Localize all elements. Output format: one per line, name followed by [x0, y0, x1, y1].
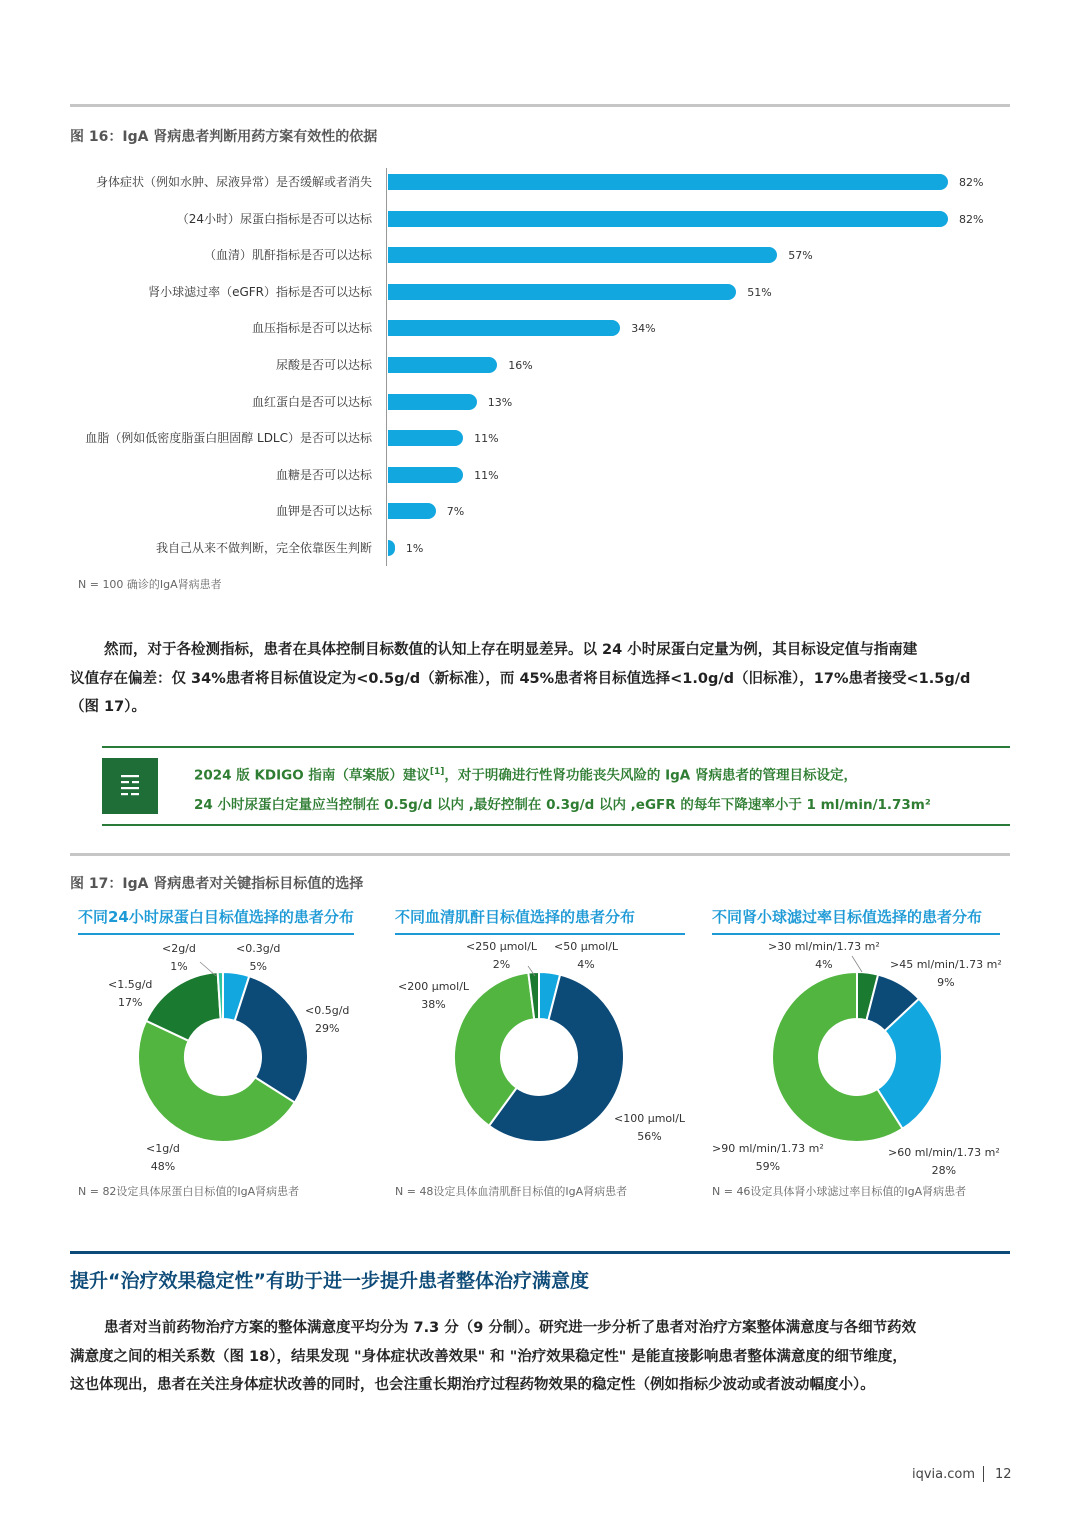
donut-3-label-60: >60 ml/min/1.73 m² 28% [888, 1146, 1000, 1177]
bar-category-label: （血清）肌酐指标是否可以达标 [203, 248, 372, 263]
donut-1-label-1g: <1g/d 48% [146, 1142, 180, 1173]
kdigo-callout [102, 746, 1010, 826]
bar [388, 467, 463, 483]
bar [388, 174, 948, 190]
donut-1-label-03g: <0.3g/d 5% [236, 942, 281, 973]
section-divider [70, 1251, 1010, 1254]
bar-value-label: 1% [405, 542, 424, 555]
bar [388, 284, 736, 300]
callout-text [194, 758, 931, 820]
donut-2-label-250: <250 μmol/L 2% [466, 940, 538, 971]
donut-1-sample-note: N = 82设定具体尿蛋白目标值的IgA肾病患者 [78, 1185, 300, 1198]
bar [388, 247, 777, 263]
donut-1-title: 不同24小时尿蛋白目标值选择的患者分布 [78, 906, 354, 935]
bar-category-label: 身体症状（例如水肿、尿液异常）是否缓解或者消失 [95, 175, 372, 189]
figure-17-title: 图 17：IgA 肾病患者对关键指标目标值的选择 [70, 876, 364, 892]
bar-category-label: 血脂（例如低密度脂蛋白胆固醇 LDLC）是否可以达标 [85, 431, 372, 446]
bar [388, 430, 463, 446]
callout-line-1-a: 2024 版 KDIGO 指南（草案版）建议 [194, 767, 430, 784]
page-number: 12 [995, 1467, 1012, 1482]
bar-value-label: 11% [474, 468, 499, 482]
bar-value-label: 57% [788, 249, 813, 263]
bar [388, 394, 477, 410]
bar [388, 357, 497, 373]
footer-separator [983, 1466, 984, 1482]
donut-chart-creatinine [444, 962, 634, 1152]
bar-value-label: 16% [508, 359, 533, 372]
bar-category-label: 尿酸是否可以达标 [275, 358, 372, 372]
donut-1-label-05g: <0.5g/d 29% [305, 1004, 350, 1035]
paragraph-1-line-2: 议值存在偏差：仅 34%患者将目标值设定为<0.5g/d（新标准），而 45%患者将目标值选择<1.0g/d（旧标准），17%患者接受<1.5g/d [70, 670, 971, 687]
bar-category-label: 血红蛋白是否可以达标 [251, 394, 372, 409]
donut-3-sample-note: N = 46设定具体肾小球滤过率目标值的IgA肾病患者 [712, 1185, 967, 1198]
figure-16-title: 图 16：IgA 肾病患者判断用药方案有效性的依据 [70, 129, 378, 145]
donut-2-label-200: <200 μmol/L 38% [398, 980, 470, 1011]
bar-value-label: 11% [474, 432, 499, 446]
bar-category-label: 血糖是否可以达标 [275, 467, 372, 482]
donut-3-title: 不同肾小球滤过率目标值选择的患者分布 [712, 906, 1000, 935]
footer-site-link[interactable]: iqvia.com [912, 1467, 976, 1482]
paragraph-2-line-1: 患者对当前药物治疗方案的整体满意度平均分为 7.3 分（9 分制）。研究进一步分析了患者对治疗方案整体满意度与各细节药效 [104, 1320, 917, 1336]
top-divider [70, 104, 1010, 107]
bar-category-label: （24小时）尿蛋白指标是否可以达标 [176, 211, 372, 226]
donut-3-label-90: >90 ml/min/1.73 m² 59% [712, 1142, 824, 1173]
donut-3-label-45: >45 ml/min/1.73 m² 9% [890, 958, 1002, 989]
callout-line-1 [194, 758, 931, 791]
figure-16-sample-note: N = 100 确诊的IgA肾病患者 [78, 578, 222, 591]
donut-2-label-50: <50 μmol/L 4% [554, 940, 619, 971]
paragraph-1 [70, 636, 1010, 722]
bar-value-label: 82% [959, 176, 984, 189]
list-icon [102, 758, 158, 814]
bar-value-label: 13% [487, 395, 513, 409]
bar [388, 503, 436, 519]
bar-value-label: 51% [747, 285, 772, 299]
bar-chart-axis [386, 168, 387, 566]
donut-1-label-15g: <1.5g/d 17% [108, 978, 153, 1009]
bar-value-label: 7% [446, 505, 465, 519]
callout-line-1-b: ，对于明确进行性肾功能丧失风险的 IgA 肾病患者的管理目标设定， [444, 767, 857, 784]
bar-category-label: 血钾是否可以达标 [275, 504, 372, 519]
callout-reference-link[interactable]: [1] [429, 767, 445, 777]
bar-category-label: 血压指标是否可以达标 [251, 321, 372, 336]
paragraph-2-line-2: 满意度之间的相关系数（图 18），结果发现 "身体症状改善效果" 和 "治疗效果稳定性" 是能直接影响患者整体满意度的细节维度， [70, 1348, 907, 1365]
donut-chart-urine-protein [128, 962, 318, 1152]
bar [388, 540, 395, 556]
section-title: 提升“治疗效果稳定性”有助于进一步提升患者整体治疗满意度 [70, 1270, 589, 1292]
figure-17-divider [70, 853, 1010, 856]
donut-2-title: 不同血清肌酐目标值选择的患者分布 [395, 906, 685, 935]
donut-2-label-100: <100 μmol/L 56% [614, 1112, 686, 1143]
bar-category-label: 肾小球滤过率（eGFR）指标是否可以达标 [148, 284, 372, 299]
donut-slice [235, 976, 308, 1102]
donut-2-sample-note: N = 48设定具体血清肌酐目标值的IgA肾病患者 [395, 1185, 628, 1198]
bar [388, 211, 948, 227]
paragraph-1-line-3: （图 17）。 [70, 699, 146, 715]
bar-value-label: 82% [959, 212, 984, 226]
bar-category-label: 我自己从来不做判断，完全依靠医生判断 [155, 541, 372, 555]
donut-3-label-30: >30 ml/min/1.73 m² 4% [768, 940, 880, 971]
paragraph-2-line-3: 这也体现出，患者在关注身体症状改善的同时，也会注重长期治疗过程药物效果的稳定性（例如指标少波动或者波动幅度小）。 [70, 1377, 875, 1393]
bar [388, 320, 620, 336]
paragraph-2 [70, 1314, 1010, 1400]
donut-1-label-2g: <2g/d 1% [162, 942, 196, 973]
paragraph-1-line-1: 然而，对于各检测指标，患者在具体控制目标数值的认知上存在明显差异。以 24 小时尿蛋白定量为例，其目标设定值与指南建 [104, 642, 918, 658]
bar-value-label: 34% [631, 322, 656, 336]
callout-line-2: 24 小时尿蛋白定量应当控制在 0.5g/d 以内 ,最好控制在 0.3g/d 以内 ,eGFR 的每年下降速率小于 1 ml/min/1.73m² [194, 796, 931, 813]
